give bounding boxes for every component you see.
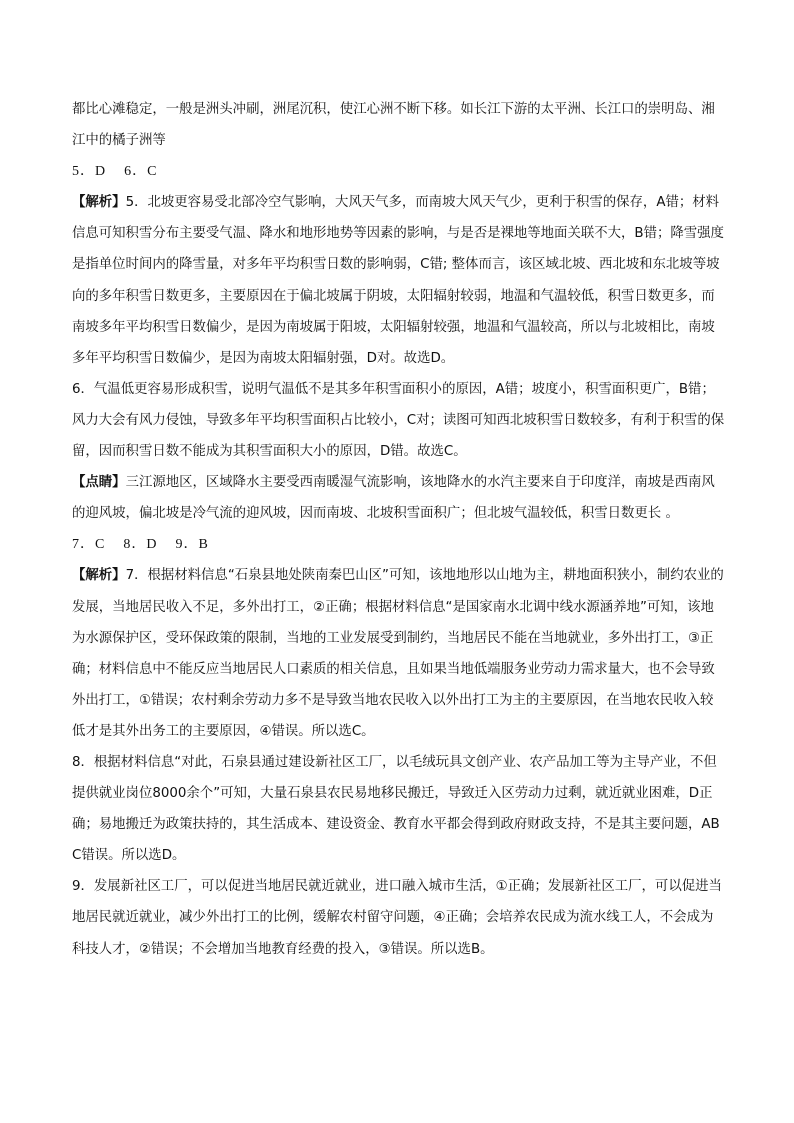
answer-line-7-9: 7．C 8．D 9．B — [72, 537, 209, 553]
key-point-text: 三江源地区，区域降水主要受西南暖湿气流影响，该地降水的水汽主要来自于印度洋，南坡是西南风的迎风坡，偏北坡是冷气流的迎风坡，因而南坡、北坡积雪面积广；但北坡气温较低，积雪日数更长 。 — [72, 475, 715, 522]
key-point — [72, 467, 726, 529]
explanation-6: 6．气温低更容易形成积雪，说明气温低不是其多年积雪面积小的原因，A错；坡度小，积雪面积更广，B错；风力大会有风力侵蚀，导致多年平均积雪面积占比较小，C对；读图可知西北坡积雪日数较多，有利于积雪的保留，因而积雪日数不能成为其积雪面积大小的原因，D错。故选C。 — [72, 381, 725, 460]
paragraph-continuation: 都比心滩稳定，一般是洲头冲刷，洲尾沉积，使江心洲不断下移。如长江下游的太平洲、长江口的崇明岛、湘江中的橘子洲等 — [72, 102, 715, 149]
answer-line-5-6: 5．D 6．C — [72, 164, 158, 180]
analysis-tag: 【解析】 — [72, 195, 126, 211]
explanation-8: 8．根据材料信息“对此，石泉县通过建设新社区工厂，以毛绒玩具文创产业、农产品加工等为主导产业，不但提供就业岗位8000余个”可知，大量石泉县农民易地移民搬迁，导致迁入区劳动力过剩，就近就业困难，D正确；易地搬迁为政策扶持的，其生活成本、建设资金、教育水平都会得到政府财政支持，不是其主要问题，ABC错误。所以选D。 — [72, 754, 720, 864]
explanation-7-text: 7．根据材料信息“石泉县地处陕南秦巴山区”可知，该地地形以山地为主，耕地面积狭小，制约农业的发展，当地居民收入不足，多外出打工，②正确；根据材料信息“是国家南水北调中线水源涵养地”可知，该地为水源保护区，受环保政策的限制，当地的工业发展受到制约，当地居民不能在当地就业，多外出打工，③正确；材料信息中不能反应当地居民人口素质的相关信息，且如果当地低端服务业劳动力需求量大，也不会导致外出打工，①错误；农村剩余劳动力多不是导致当地农民收入以外出打工为主的主要原因，在当地农民收入较低才是其外出务工的主要原因，④错误。所以选C。 — [72, 568, 724, 739]
explanation-5 — [72, 187, 726, 374]
analysis-tag: 【解析】 — [72, 568, 126, 584]
explanation-5-text: 5．北坡更容易受北部冷空气影响，大风天气多，而南坡大风天气少，更利于积雪的保存，A错；材料信息可知积雪分布主要受气温、降水和地形地势等因素的影响，与是否是裸地等地面关联不大，B错；降雪强度是指单位时间内的降雪量，对多年平均积雪日数的影响弱，C错; 整体而言，该区域北坡、西北坡和东北坡等坡向的多年积雪日数更多，主要原因在于偏北坡属于阴坡，太阳辐射较弱，地温和气温较低，积雪日数更多，而南坡多年平均积雪日数偏少，是因为南坡属于阳坡，太阳辐射较强，地温和气温较高，所以与北坡相比，南坡多年平均积雪日数偏少，是因为南坡太阳辐射强，D对。故选D。 — [72, 195, 724, 366]
explanation-9: 9．发展新社区工厂，可以促进当地居民就近就业，进口融入城市生活，①正确；发展新社区工厂，可以促进当地居民就近就业，减少外出打工的比例，缓解农村留守问题，④正确；会培养农民成为流水线工人，不会成为科技人才，②错误；不会增加当地教育经费的投入，③错误。所以选B。 — [72, 879, 722, 957]
explanation-7 — [72, 560, 726, 747]
key-point-tag: 【点睛】 — [72, 475, 126, 491]
